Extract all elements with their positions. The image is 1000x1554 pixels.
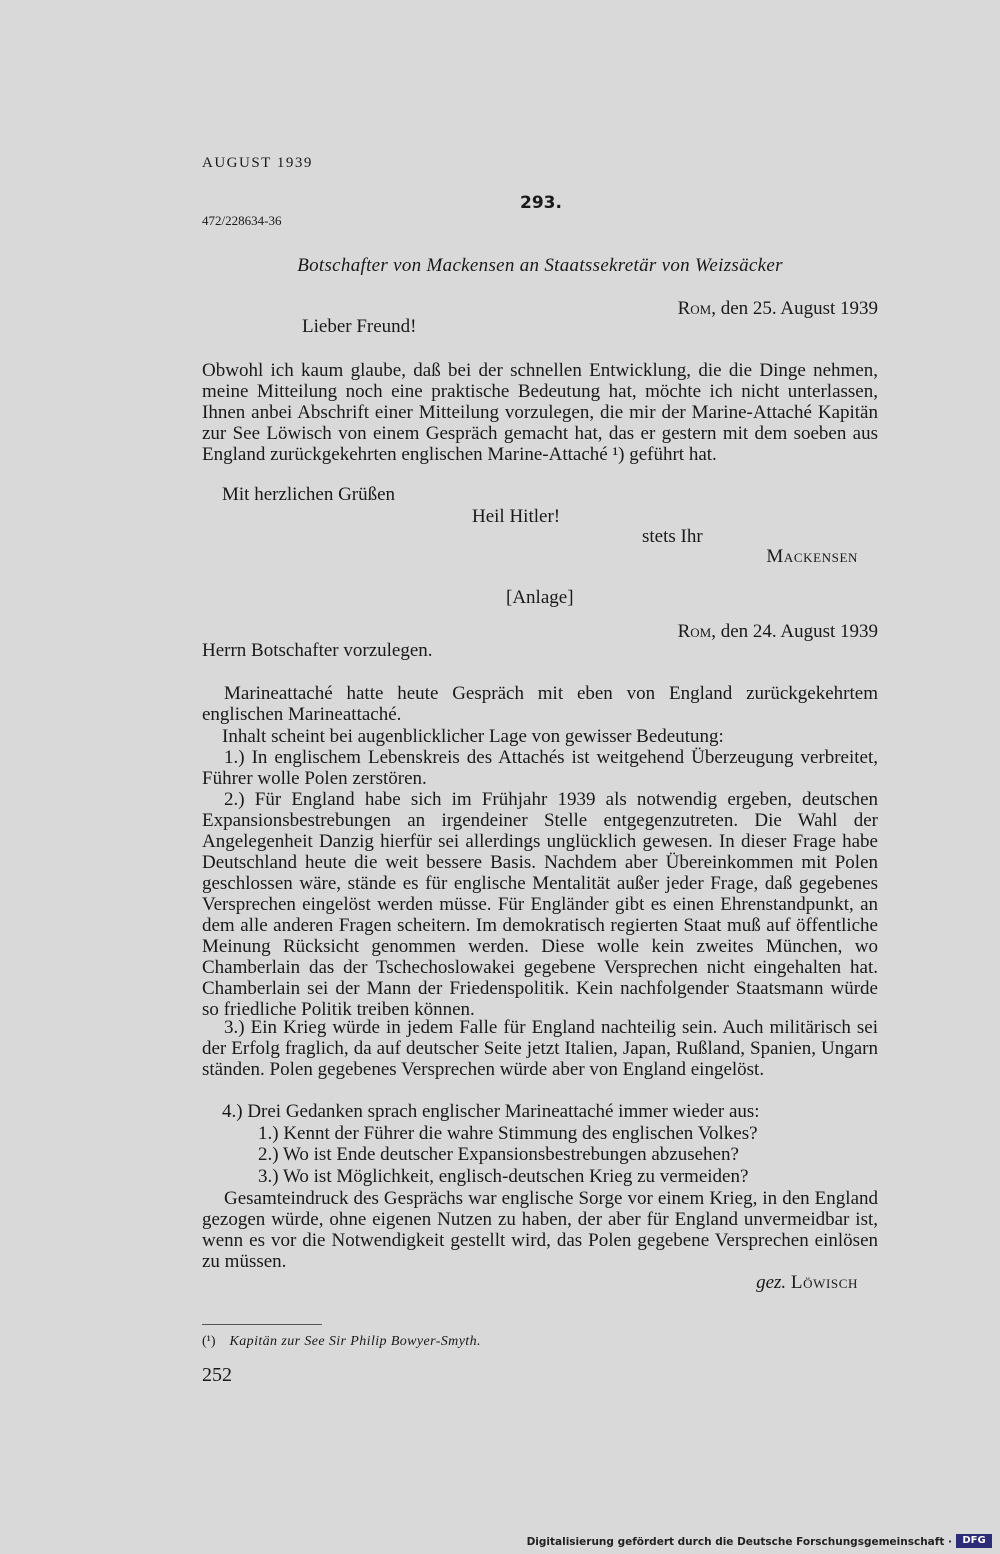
subpoint-item: 1.) Kennt der Führer die wahre Stimmung des englischen Volkes?	[258, 1123, 758, 1144]
footnote-marker: (¹)	[202, 1334, 216, 1349]
dfg-logo-icon: DFG	[956, 1534, 992, 1548]
summary: Gesamteindruck des Gesprächs war englische Sorge vor einem Krieg, in den England gezogen würde, ohne eigenen Nutzen zu haben, der aber für England unvermeidbar ist, wenn es vor die Notwendigkeit gestellt wird, das Polen gegebene Versprechen einlösen zu müssen.	[202, 1188, 878, 1272]
subpoint-item: 2.) Wo ist Ende deutscher Expansionsbestrebungen abzusehen?	[258, 1144, 739, 1166]
document-title: Botschafter von Mackensen an Staatssekretär von Weizsäcker	[297, 255, 783, 276]
footnote-text: Kapitän zur See Sir Philip Bowyer-Smyth.	[229, 1334, 481, 1349]
footnote-divider	[202, 1324, 322, 1325]
enclosure-intro: Marineattaché hatte heute Gespräch mit eben von England zurückgekehrtem englischen Marineattaché.	[202, 683, 878, 725]
document-number: 293.	[520, 193, 562, 213]
signature-mackensen: Mackensen	[766, 546, 858, 567]
enclosure-date-place: Rom	[677, 621, 712, 642]
point-3: 3.) Ein Krieg würde in jedem Falle für England nachteilig sein. Auch militärisch sei der Erfolg fraglich, da auf deutscher Seite jetzt Italien, Japan, Rußland, Spanien, Ungarn ständen. Polen gegebenes Versprechen würde aber von England eingelöst.	[202, 1017, 878, 1080]
letter-date-rest: , den 25. August 1939	[711, 298, 878, 319]
salutation: Lieber Freund!	[302, 316, 417, 337]
letter-date	[678, 298, 878, 320]
enclosure-label: [Anlage]	[506, 587, 574, 608]
credit-text: Digitalisierung gefördert durch die Deutsche Forschungsgemeinschaft ·	[526, 1536, 952, 1548]
signature-loewisch	[756, 1272, 858, 1293]
point-4: 4.) Drei Gedanken sprach englischer Marineattaché immer wieder aus:	[222, 1101, 760, 1122]
point-2: 2.) Für England habe sich im Frühjahr 1939 als notwendig ergeben, deutschen Expansionsbestrebungen an irgendeiner Stelle entgegenzutreten. Die Wahl der Angelegenheit Danzig hierfür sei allerdings unglücklich gewesen. In dieser Frage habe Deutschland heute die weit bessere Basis. Nachdem aber Übereinkommen mit Polen geschlossen wäre, stände es für englische Mentalität außer jeder Frage, daß gegebenes Versprechen eingelöst werden müsse. Für Engländer gibt es einen Ehrenstandpunkt, an dem alle anderen Fragen scheitern. Im demokratisch regierten Staat muß auf öffentliche Meinung Rücksicht genommen werden. Diese wolle kein zweites München, wo Chamberlain das der Tschechoslowakei gegebene Versprechen nicht eingehalten hat. Chamberlain sei der Mann der Friedenspolitik. Kein nachfolgender Staatsmann würde so friedliche Politik treiben können.	[202, 789, 878, 1020]
inhalt-line: Inhalt scheint bei augenblicklicher Lage von gewisser Bedeutung:	[222, 726, 724, 747]
file-number: 472/228634-36	[202, 213, 282, 228]
letter-date-place: Rom	[677, 298, 712, 319]
subpoint-list	[258, 1123, 878, 1187]
sig-prefix: gez.	[756, 1272, 787, 1293]
subpoint-item: 3.) Wo ist Möglichkeit, englisch-deutschen Krieg zu vermeiden?	[258, 1165, 749, 1187]
closing: Mit herzlichen Grüßen	[222, 484, 396, 505]
stets-line: stets Ihr	[642, 526, 703, 547]
enclosure-date	[678, 621, 878, 643]
page-number: 252	[202, 1364, 232, 1386]
sig-name: Löwisch	[790, 1272, 858, 1293]
heil-line: Heil Hitler!	[472, 506, 561, 527]
footnote	[202, 1334, 481, 1350]
letter-body: Obwohl ich kaum glaube, daß bei der schnellen Entwicklung, die die Dinge nehmen, meine Mitteilung noch eine praktische Bedeutung hat, möchte ich nicht unterlassen, Ihnen anbei Abschrift einer Mitteilung vorzulegen, die mir der Marine-Attaché Kapitän zur See Löwisch von einem Gespräch gemacht hat, das er gestern mit dem soeben aus England zurückgekehrten englischen Marine-Attaché ¹) geführt hat.	[202, 360, 878, 465]
header-month: AUGUST 1939	[202, 155, 313, 171]
point-1: 1.) In englischem Lebenskreis des Attachés ist weitgehend Überzeugung verbreitet, Führer wolle Polen zerstören.	[202, 747, 878, 789]
addressee: Herrn Botschafter vorzulegen.	[202, 640, 433, 661]
enclosure-date-rest: , den 24. August 1939	[711, 621, 878, 642]
